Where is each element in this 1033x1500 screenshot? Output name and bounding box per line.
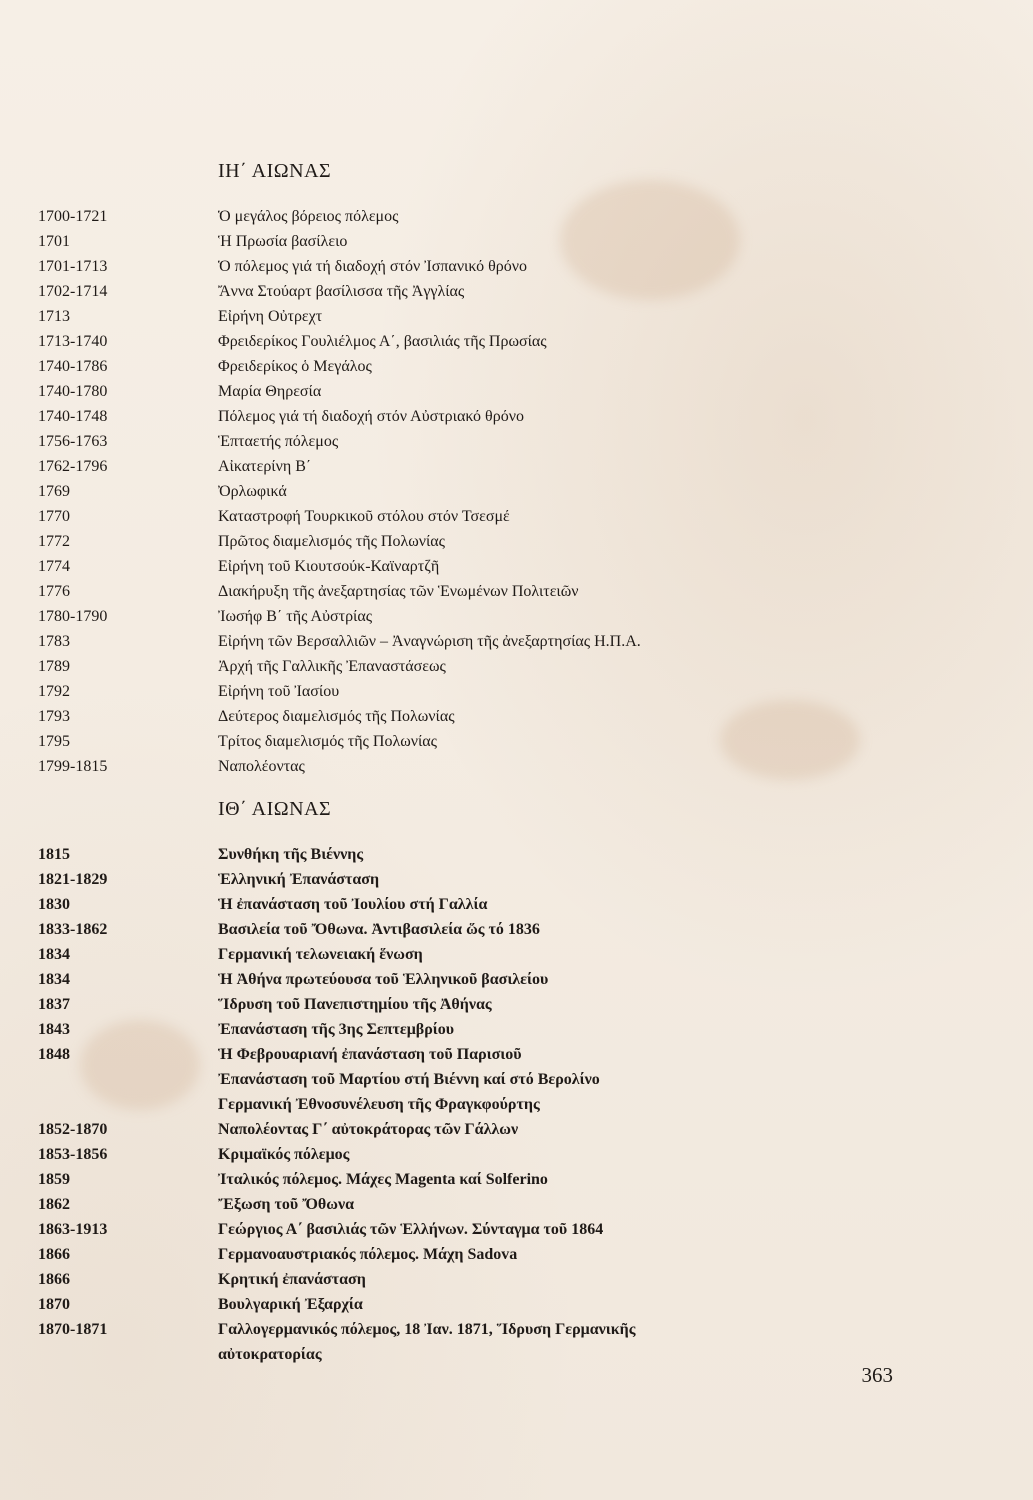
timeline-row (0, 917, 1033, 942)
event-label: Ὀρλωφικά (218, 483, 287, 500)
year-label: 1853-1856 (38, 1146, 108, 1163)
event-label: Ἑπταετής πόλεμος (218, 433, 339, 450)
year-label: 1793 (38, 708, 70, 725)
year-label: 1740-1780 (38, 383, 108, 400)
timeline-row (0, 1292, 1033, 1317)
event-label: Γεώργιος Α΄ βασιλιάς τῶν Ἑλλήνων. Σύνταγμα τοῦ 1864 (218, 1221, 604, 1238)
event-label: Αἰκατερίνη Β΄ (218, 458, 312, 475)
timeline-row (0, 1267, 1033, 1292)
event-label: Ὁ μεγάλος βόρειος πόλεμος (218, 208, 399, 225)
year-label: 1789 (38, 658, 70, 675)
timeline-row (0, 1167, 1033, 1192)
event-label: Βουλγαρική Ἐξαρχία (218, 1296, 363, 1313)
timeline-row (0, 967, 1033, 992)
year-label: 1762-1796 (38, 458, 108, 475)
year-label: 1834 (38, 946, 70, 963)
event-label: Διακήρυξη τῆς ἀνεξαρτησίας τῶν Ἑνωμένων Πολιτειῶν (218, 583, 579, 600)
event-label: Βασιλεία τοῦ Ὄθωνα. Ἀντιβασιλεία ὥς τό 1836 (218, 921, 540, 938)
timeline-row (0, 1217, 1033, 1242)
timeline-row (0, 867, 1033, 892)
year-label: 1774 (38, 558, 70, 575)
year-label: 1830 (38, 896, 70, 913)
event-label: Πρῶτος διαμελισμός τῆς Πολωνίας (218, 533, 445, 550)
timeline-row (0, 329, 1033, 354)
year-label: 1821-1829 (38, 871, 108, 888)
year-label: 1799-1815 (38, 758, 108, 775)
timeline-row (0, 404, 1033, 429)
year-label: 1866 (38, 1246, 70, 1263)
timeline-row (0, 1142, 1033, 1167)
event-label: Γαλλογερμανικός πόλεμος, 18 Ἰαν. 1871, Ἵδρυση Γερμανικῆς (218, 1321, 636, 1338)
event-label: Ἐπανάσταση τῆς 3ης Σεπτεμβρίου (218, 1021, 455, 1038)
year-label: 1866 (38, 1271, 70, 1288)
year-label: 1848 (38, 1046, 70, 1063)
timeline-row (0, 529, 1033, 554)
timeline-row (0, 1017, 1033, 1042)
year-label: 1870-1871 (38, 1321, 108, 1338)
event-label: Ἡ Πρωσία βασίλειο (218, 233, 348, 250)
year-label: 1843 (38, 1021, 70, 1038)
timeline-row (0, 429, 1033, 454)
timeline-row (0, 1242, 1033, 1267)
timeline-row (0, 1192, 1033, 1217)
event-label: Ἡ Ἀθήνα πρωτεύουσα τοῦ Ἑλληνικοῦ βασιλείου (218, 971, 549, 988)
year-label: 1862 (38, 1196, 70, 1213)
timeline-row (0, 992, 1033, 1017)
year-label: 1701-1713 (38, 258, 108, 275)
year-label: 1780-1790 (38, 608, 108, 625)
timeline-row (0, 504, 1033, 529)
year-label: 1740-1786 (38, 358, 108, 375)
year-label: 1713 (38, 308, 70, 325)
year-label: 1863-1913 (38, 1221, 108, 1238)
timeline-row (0, 1067, 1033, 1092)
event-label: Ναπολέοντας (218, 758, 305, 775)
timeline-row (0, 842, 1033, 867)
event-label: Ναπολέοντας Γ΄ αὐτοκράτορας τῶν Γάλλων (218, 1121, 519, 1138)
event-label: Ἰταλικός πόλεμος. Μάχες Magenta καί Solferino (218, 1171, 548, 1188)
timeline-row (0, 279, 1033, 304)
event-label: Εἰρήνη τοῦ Ἰασίου (218, 683, 340, 700)
timeline-row (0, 354, 1033, 379)
year-label: 1772 (38, 533, 70, 550)
event-label: Ὁ πόλεμος γιά τή διαδοχή στόν Ἰσπανικό θρόνο (218, 258, 527, 275)
year-label: 1756-1763 (38, 433, 108, 450)
event-label: Ἔξωση τοῦ Ὄθωνα (218, 1196, 355, 1213)
year-label: 1740-1748 (38, 408, 108, 425)
timeline-row (0, 379, 1033, 404)
year-label: 1852-1870 (38, 1121, 108, 1138)
event-label: Μαρία Θηρεσία (218, 383, 322, 400)
event-label: Φρειδερίκος ὁ Μεγάλος (218, 358, 372, 375)
timeline-row (0, 1117, 1033, 1142)
year-label: 1833-1862 (38, 921, 108, 938)
event-label: αὐτοκρατορίας (218, 1346, 322, 1363)
event-label: Ἄννα Στούαρτ βασίλισσα τῆς Ἀγγλίας (218, 283, 465, 300)
event-label: Δεύτερος διαμελισμός τῆς Πολωνίας (218, 708, 455, 725)
timeline-row (0, 754, 1033, 779)
event-label: Κριμαϊκός πόλεμος (218, 1146, 350, 1163)
event-label: Ἀρχή τῆς Γαλλικῆς Ἐπαναστάσεως (218, 658, 446, 675)
event-label: Συνθήκη τῆς Βιέννης (218, 846, 364, 863)
timeline-row (0, 892, 1033, 917)
year-label: 1783 (38, 633, 70, 650)
event-label: Ἡ Φεβρουαριανή ἐπανάσταση τοῦ Παρισιοῦ (218, 1046, 522, 1063)
timeline-row (0, 629, 1033, 654)
event-label: Πόλεμος γιά τή διαδοχή στόν Αὐστριακό θρόνο (218, 408, 524, 425)
year-label: 1776 (38, 583, 70, 600)
timeline-row (0, 1042, 1033, 1067)
timeline-row (0, 204, 1033, 229)
timeline-row (0, 479, 1033, 504)
event-label: Γερμανοαυστριακός πόλεμος. Μάχη Sadova (218, 1246, 518, 1263)
year-label: 1770 (38, 508, 70, 525)
event-label: Γερμανική Ἐθνοσυνέλευση τῆς Φραγκφούρτης (218, 1096, 540, 1113)
event-label: Κρητική ἐπανάσταση (218, 1271, 366, 1288)
timeline-row (0, 554, 1033, 579)
timeline-row (0, 254, 1033, 279)
event-label: Τρίτος διαμελισμός τῆς Πολωνίας (218, 733, 437, 750)
event-label: Ἡ ἐπανάσταση τοῦ Ἰουλίου στή Γαλλία (218, 896, 488, 913)
year-label: 1815 (38, 846, 70, 863)
section-title-19th-century: ΙΘ΄ ΑΙΩΝΑΣ (218, 798, 332, 820)
event-label: Φρειδερίκος Γουλιέλμος Α΄, βασιλιάς τῆς Πρωσίας (218, 333, 547, 350)
section-title-18th-century: ΙΗ΄ ΑΙΩΝΑΣ (218, 160, 332, 182)
event-label: Εἰρήνη Οὐτρεχτ (218, 308, 323, 325)
timeline-row (0, 942, 1033, 967)
year-label: 1795 (38, 733, 70, 750)
event-label: Ἑλληνική Ἐπανάσταση (218, 871, 380, 888)
event-label: Ἰωσήφ Β΄ τῆς Αὐστρίας (218, 608, 373, 625)
timeline-row (0, 654, 1033, 679)
event-label: Ἵδρυση τοῦ Πανεπιστημίου τῆς Ἀθήνας (218, 996, 492, 1013)
year-label: 1870 (38, 1296, 70, 1313)
year-label: 1834 (38, 971, 70, 988)
year-label: 1792 (38, 683, 70, 700)
year-label: 1859 (38, 1171, 70, 1188)
year-label: 1713-1740 (38, 333, 108, 350)
timeline-row (0, 304, 1033, 329)
event-label: Εἰρήνη τῶν Βερσαλλιῶν – Ἀναγνώριση τῆς ἀνεξαρτησίας Η.Π.Α. (218, 633, 641, 650)
year-label: 1837 (38, 996, 70, 1013)
timeline-row (0, 1092, 1033, 1117)
event-label: Καταστροφή Τουρκικοῦ στόλου στόν Τσεσμέ (218, 508, 510, 525)
event-label: Εἰρήνη τοῦ Κιουτσούκ-Καϊναρτζῆ (218, 558, 440, 575)
year-label: 1700-1721 (38, 208, 108, 225)
timeline-row (0, 229, 1033, 254)
timeline-row (0, 679, 1033, 704)
year-label: 1701 (38, 233, 70, 250)
timeline-row (0, 704, 1033, 729)
year-label: 1769 (38, 483, 70, 500)
event-label: Ἐπανάσταση τοῦ Μαρτίου στή Βιέννη καί στό Βερολίνο (218, 1071, 600, 1088)
event-label: Γερμανική τελωνειακή ἕνωση (218, 946, 423, 963)
timeline-row (0, 729, 1033, 754)
year-label: 1702-1714 (38, 283, 108, 300)
timeline-row (0, 1317, 1033, 1342)
page-number: 363 (861, 1363, 893, 1387)
timeline-row (0, 579, 1033, 604)
timeline-row (0, 454, 1033, 479)
timeline-row (0, 604, 1033, 629)
